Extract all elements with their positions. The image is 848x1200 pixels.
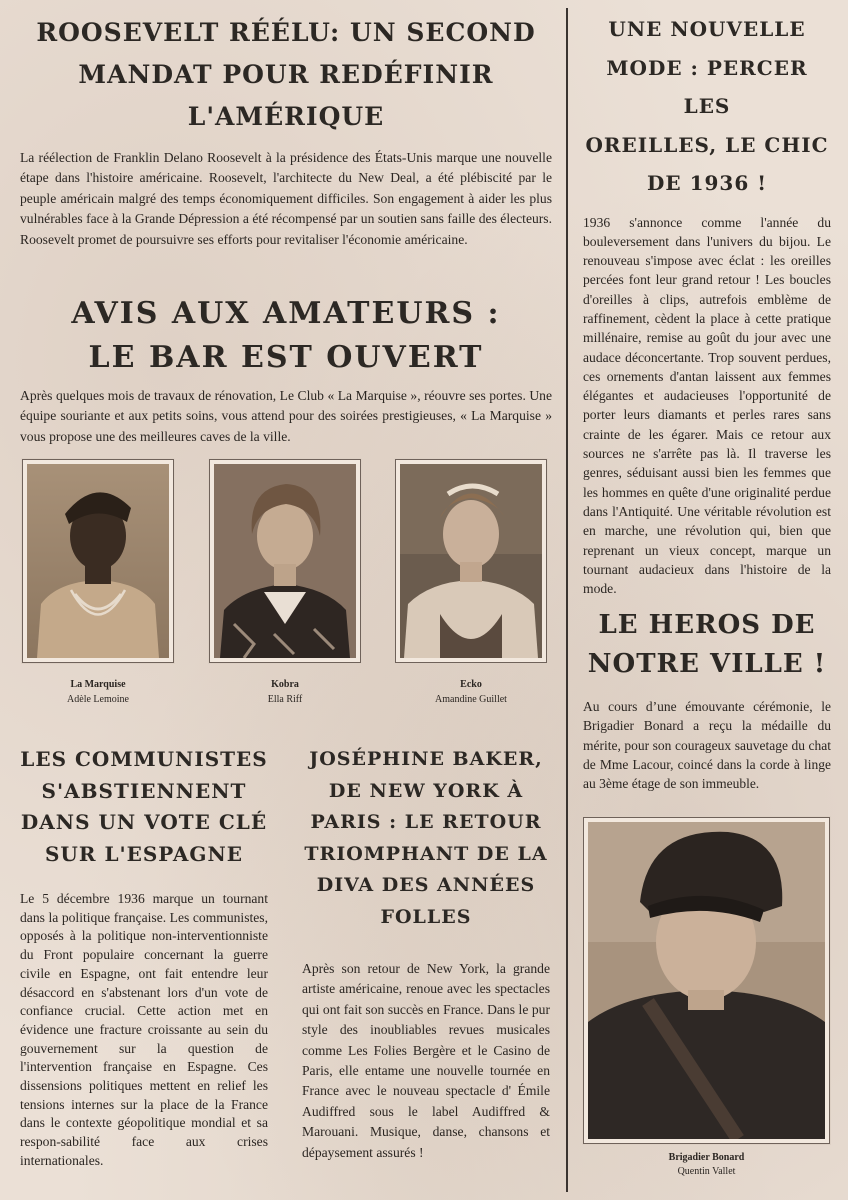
communistes-headline-line: LES COMMUNISTES — [20, 747, 268, 771]
column-divider — [566, 8, 568, 1192]
bar-headline-line: AVIS AUX AMATEURS : — [71, 296, 501, 331]
caption-la-marquise — [22, 679, 174, 705]
roosevelt-headline-line: L'AMÉRIQUE — [187, 102, 385, 131]
mode-headline-line: UNE NOUVELLE — [608, 17, 806, 41]
photo-brigadier — [583, 817, 830, 1144]
caption-ecko — [395, 679, 547, 705]
baker-headline-line: DE NEW YORK À — [328, 779, 524, 802]
bar-body: Après quelques mois de travaux de rénovation, Le Club « La Marquise », réouvre ses portes. Une équipe souriante et aux petits soins, vous attend pour des soirées prestigieuses, « La Marquise » vous propose une des meilleures caves de la ville. — [20, 388, 552, 444]
roosevelt-headline-line: MANDAT POUR REDÉFINIR — [78, 60, 494, 89]
mode-headline-line: MODE : PERCER LES — [606, 55, 808, 118]
mode-headline-line: DE 1936 ! — [647, 171, 767, 195]
bar-headline — [20, 292, 552, 380]
article-heros — [583, 606, 831, 793]
baker-body: Après son retour de New York, la grande artiste américaine, renoue avec les spectacles qui ont fait son succès en France. Dans le pur style des inoubliables revues musicales comme Les Folies Bergère et le Casino de Paris, elle entame une nouvelle tournée en France avec le nouveau spectacle d' Émile Audiffred sous le label Audiffred & Marouani. Musique, danse, chansons et dépaysement assurés ! — [302, 961, 550, 1160]
photo-kobra — [209, 459, 361, 663]
baker-headline-line: JOSÉPHINE BAKER, — [309, 748, 543, 770]
portrait-image — [214, 464, 356, 658]
caption-person: Amandine Guillet — [435, 694, 507, 705]
article-mode — [583, 10, 831, 598]
heros-headline — [583, 606, 831, 684]
caption-role: Brigadier Bonard — [668, 1152, 745, 1163]
photo-ecko — [395, 459, 547, 663]
portrait-image — [400, 464, 542, 658]
mode-headline-line: OREILLES, LE CHIC — [585, 132, 829, 157]
portrait-woman-short-hair-icon — [214, 464, 356, 658]
baker-headline-line: FOLLES — [380, 905, 472, 928]
roosevelt-body: La réélection de Franklin Delano Roosevelt à la présidence des États-Unis marque une nouvelle étape dans l'histoire américaine. Roosevelt, l'architecte du New Deal, a été plébiscité par le peuple américain malgré des temps économiquement difficiles. Son engagement à aider les plus vulnérables face à la Grande Dépression a été récompensé par un soutien sans faille des électeurs. Roosevelt promet de poursuivre ses efforts pour revitaliser l'économie américaine. — [20, 150, 552, 247]
caption-role: Ecko — [460, 679, 482, 690]
roosevelt-headline — [20, 12, 552, 138]
caption-person: Quentin Vallet — [677, 1166, 736, 1177]
mode-headline — [583, 10, 831, 203]
baker-headline — [302, 744, 550, 933]
article-bar — [20, 292, 552, 447]
baker-headline-line: PARIS : LE RETOUR — [310, 811, 542, 833]
article-baker — [302, 744, 550, 1163]
baker-headline-line: TRIOMPHANT DE LA — [304, 842, 548, 865]
article-roosevelt — [20, 12, 552, 250]
caption-person: Ella Riff — [267, 694, 303, 705]
photo-la-marquise — [22, 459, 174, 663]
portrait-boy-cap-icon — [588, 822, 825, 1139]
portrait-woman-headband-icon — [400, 464, 542, 658]
heros-headline-line: NOTRE VILLE ! — [587, 649, 827, 679]
caption-role: La Marquise — [70, 679, 126, 690]
portrait-image — [27, 464, 169, 658]
communistes-headline-line: S'ABSTIENNENT — [41, 778, 247, 803]
heros-body: Au cours d’une émouvante cérémonie, le Brigadier Bonard a reçu la médaille du mérite, pour son courageux sauvetage du chat de Mme Lacour, coincé dans la corde à linge au 3ème étage de son immeuble. — [583, 699, 831, 792]
bar-headline-line: LE BAR EST OUVERT — [88, 340, 484, 375]
caption-brigadier — [583, 1152, 830, 1177]
communistes-headline-line: SUR L'ESPAGNE — [44, 841, 244, 866]
mode-body: 1936 s'annonce comme l'année du bouleversement dans l'univers du bijou. Le renouveau s'impose avec éclat : les oreilles percées font leur grand retour ! Les boucles d'oreilles à clips, autrefois emblème de raffinement, cèdent la place à cette pratique millénaire, remise au goût du jour avec une audace déconcertante. Trop souvent perdues, ces ornements d'antan laissent aux femmes élégantes et audacieuses l'opportunité de porter leurs diamants et perles rares sans crainte de les égarer. Mais ce retour aux sources ne s'arrête pas là. Il traverse les genres, séduisant aussi bien les femmes que les hommes en quête d'une originalité perdue dans l'Antiquité. Une véritable révolution est en marche, une révolution qui, bien que reprenant un vieux concept, marque un tournant audacieux dans l'histoire de la mode. — [583, 214, 831, 597]
article-communistes — [20, 744, 268, 1171]
communistes-headline-line: DANS UN VOTE CLÉ — [20, 810, 268, 834]
caption-role: Kobra — [271, 679, 299, 690]
caption-kobra — [209, 679, 361, 705]
heros-headline-line: LE HEROS DE — [598, 610, 816, 640]
communistes-body: Le 5 décembre 1936 marque un tournant dans la politique française. Les communistes, opposés à la politique non-interventionniste du Front populaire concernant la guerre civile en Espagne, ont fait entendre leur désaccord en s'abstenant lors d'un vote de confiance crucial. Cette action met en évidence une fracture croissante au sein du gouvernement sur la question de l'intervention française en Espagne. Ces dissensions politiques mettent en relief les tensions internes sur la place de la France dans le contexte géopolitique mondial et sa respon-sabilité face aux crises internationales. — [20, 891, 268, 1168]
roosevelt-headline-line: ROOSEVELT RÉÉLU: UN SECOND — [36, 18, 536, 47]
caption-person: Adèle Lemoine — [67, 694, 129, 705]
portrait-image — [588, 822, 825, 1139]
baker-headline-line: DIVA DES ANNÉES — [316, 874, 536, 896]
communistes-headline — [20, 744, 268, 870]
portrait-woman-headwrap-icon — [27, 464, 169, 658]
